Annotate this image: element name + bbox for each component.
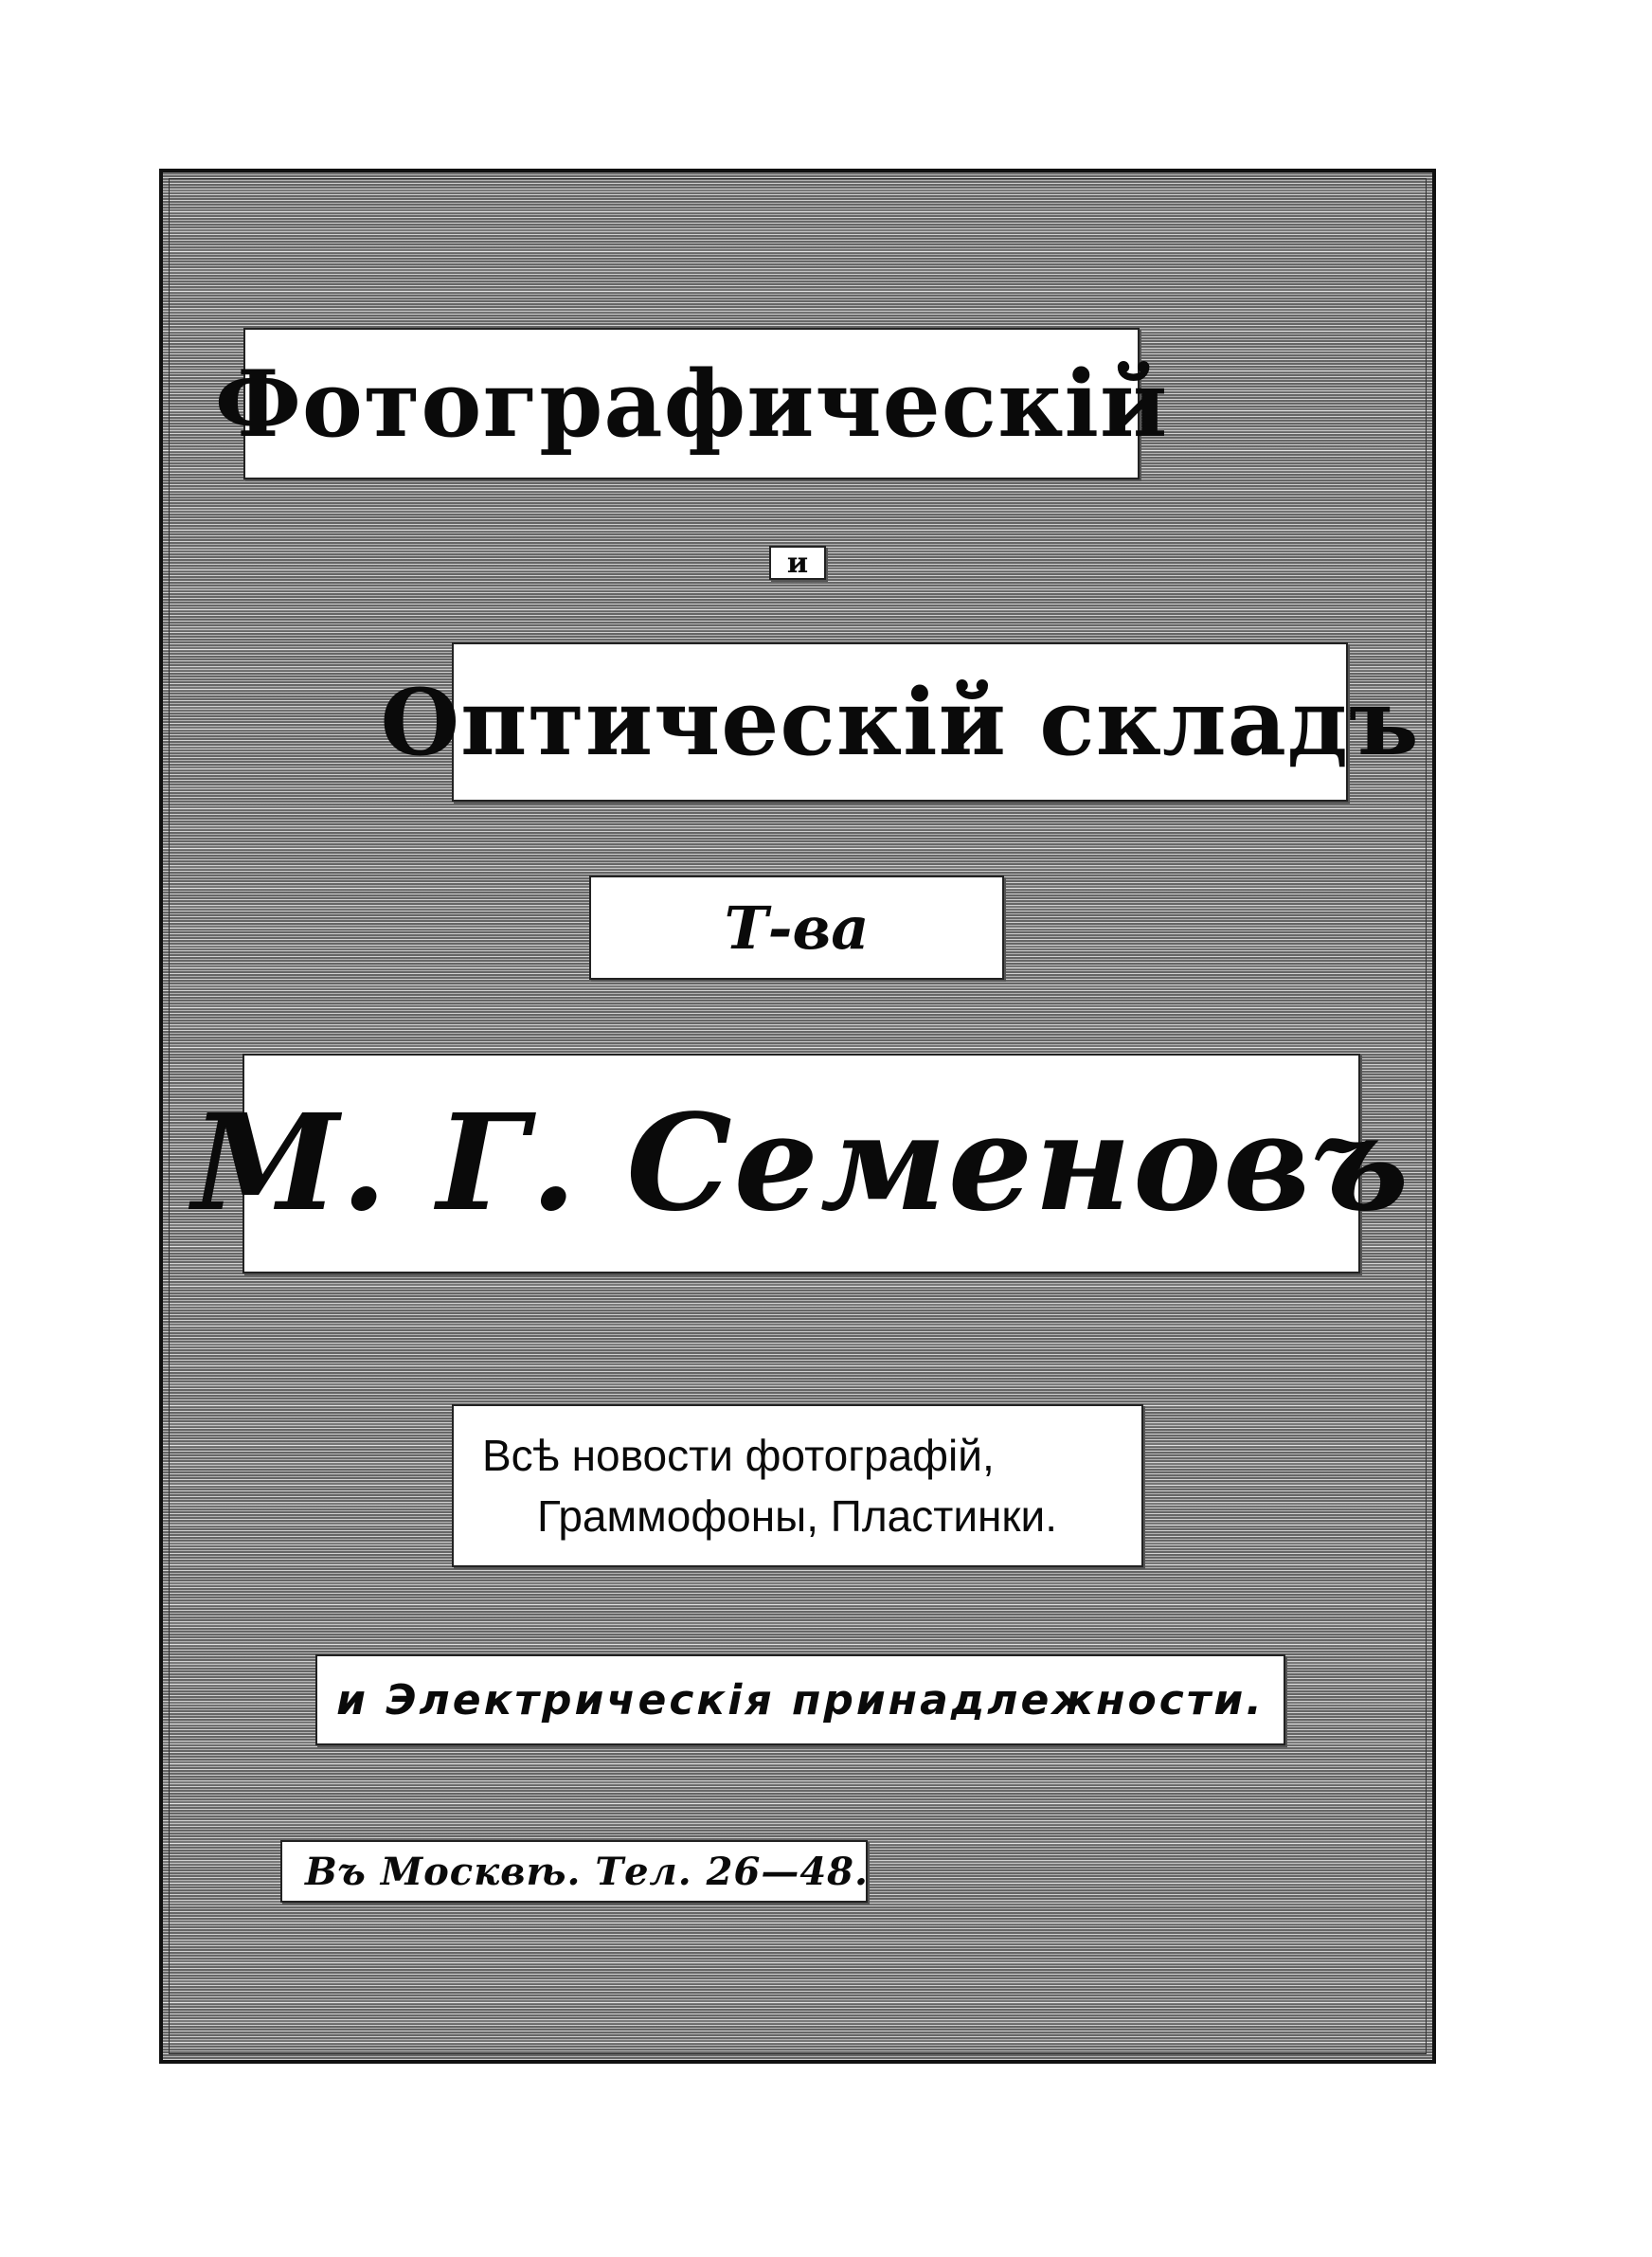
- conjunction-box: [769, 546, 826, 580]
- company-name-text: М. Г. Семеновъ: [191, 1086, 1411, 1241]
- company-prefix-box: [589, 876, 1004, 980]
- conjunction-text: и: [786, 546, 809, 580]
- headline-photographic-text: Фотографическій: [214, 350, 1169, 458]
- goods-line-1: Всѣ новости фотографій,: [482, 1430, 995, 1480]
- company-prefix-text: Т-ва: [724, 893, 870, 963]
- headline-optical-warehouse: [380, 642, 1420, 802]
- headline-optical-warehouse-text: Оптическій складъ: [380, 668, 1420, 776]
- address-text: Въ Москвѣ. Тел. 26—48.: [305, 1849, 869, 1894]
- address-box: [280, 1840, 868, 1903]
- electric-text: и Электрическія принадлежности.: [336, 1675, 1265, 1724]
- goods-line-2: Граммофоны, Пластинки.: [537, 1491, 1058, 1541]
- headline-photographic: [214, 328, 1169, 479]
- electric-box: [315, 1654, 1285, 1745]
- company-name-box: [191, 1054, 1411, 1273]
- goods-box: [452, 1404, 1143, 1567]
